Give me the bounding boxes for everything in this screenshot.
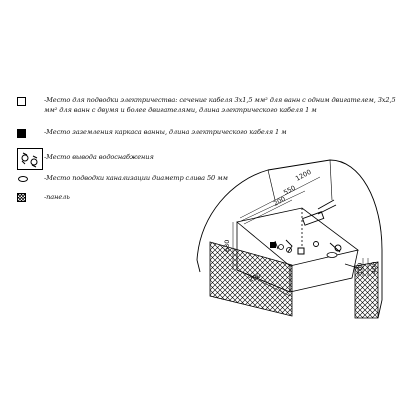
- legend-water-supply-text: -Место вывода водоснабжения: [44, 153, 154, 161]
- legend-drain-text: -Место подводки канализации диаметр слива 50 мм: [44, 174, 228, 182]
- water-supply-point: [279, 245, 292, 253]
- dim-200-bottom: 200: [247, 271, 263, 284]
- dim-400-right: 400: [370, 261, 378, 274]
- dim-1200: 1200: [294, 167, 313, 183]
- legend-grounding-text: -Место заземления каркаса ванны, длина электрического кабеля 1 м: [44, 128, 287, 136]
- grounding-point: [270, 242, 276, 248]
- dim-550: 550: [282, 183, 297, 197]
- drain-point: [327, 253, 337, 258]
- plumbing: [275, 200, 341, 252]
- legend-power-outlet-text: -Место для подводки электричества: сечение кабеля 3х1,5 мм² для ванн с одним двигателем, 3х2,5 мм² для ванн с двумя и более двигателями, длина электрического кабеля 1 м: [44, 96, 396, 114]
- dim-100-right: 100: [356, 262, 364, 275]
- dim-200-top: 200: [272, 194, 287, 208]
- legend-panel-text: -панель: [44, 193, 70, 201]
- dim-630: 630: [223, 239, 231, 252]
- power-outlet-point: [298, 248, 304, 254]
